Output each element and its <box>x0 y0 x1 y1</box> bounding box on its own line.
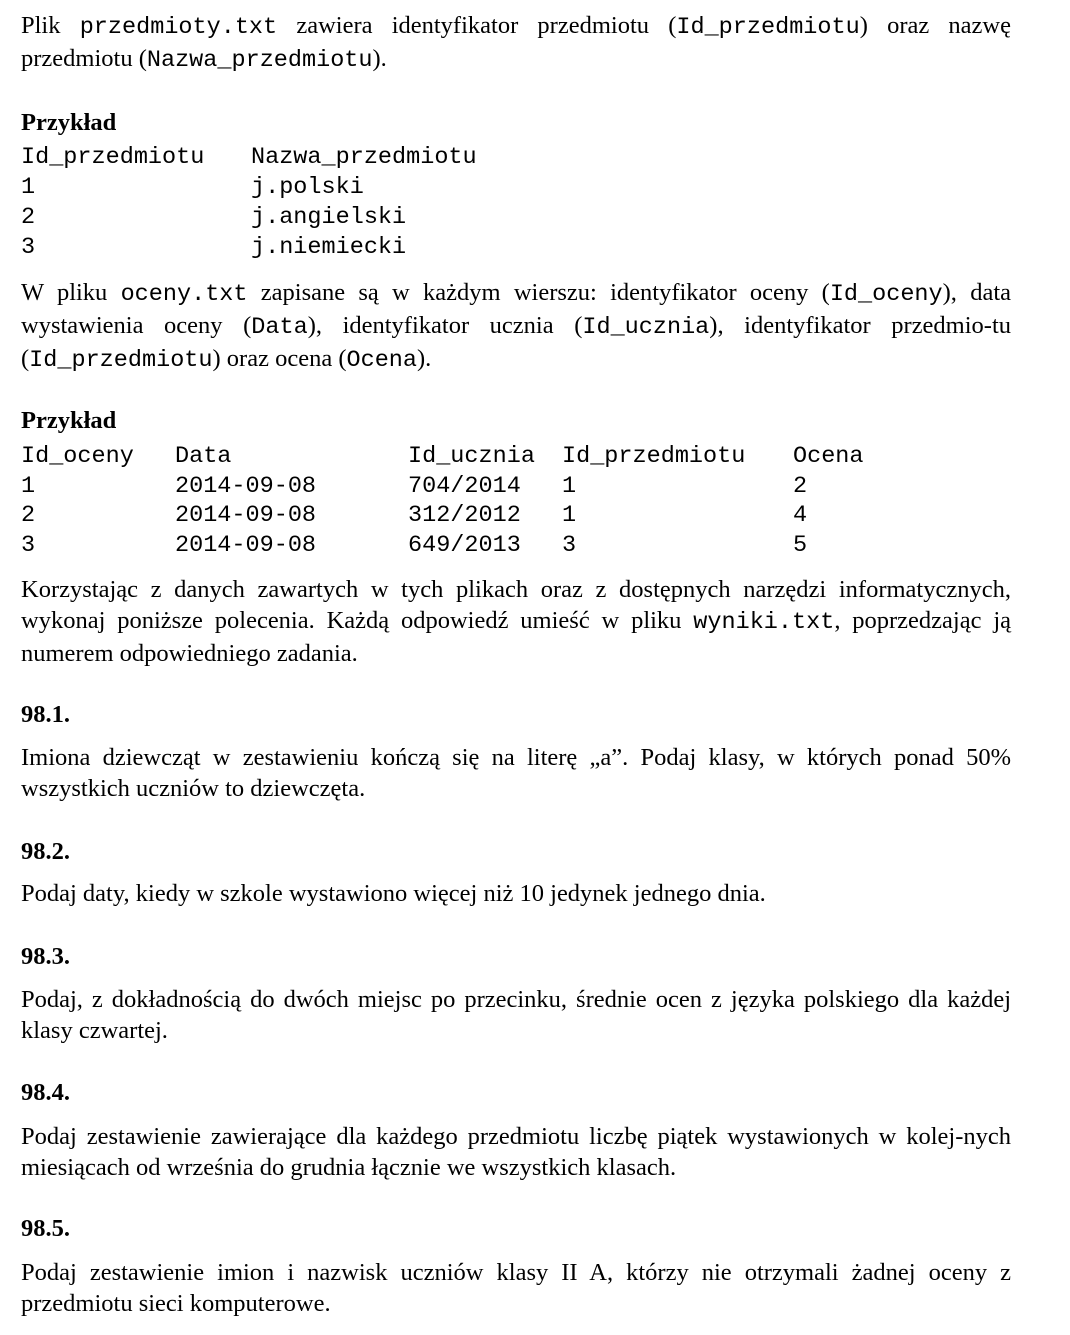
table-cell: 3 <box>562 532 577 559</box>
table-cell: 4 <box>793 502 808 529</box>
table-cell: 2 <box>21 204 36 231</box>
field-id-ucznia: Id_ucznia <box>582 314 710 341</box>
filename-przedmioty: przedmioty.txt <box>79 14 278 41</box>
table-cell: 704/2014 <box>408 473 521 500</box>
field-data: Data <box>251 314 308 341</box>
task-number: 98.5. <box>21 1215 70 1242</box>
table-cell: 3 <box>21 234 36 261</box>
intro1-text-3: ). <box>372 45 387 72</box>
example2-heading: Przykład <box>21 407 117 434</box>
instructions-text-0: Korzystając z danych zawartych w tych plikach oraz z dostępnych narzędzi informatycznych, wykonaj poniższe polecenia. Każdą odpowiedź umieść w pliku <box>21 576 1011 634</box>
intro-przedmioty-paragraph <box>21 10 1011 76</box>
intro1-text-0: Plik <box>21 12 80 39</box>
instructions-text-1: , poprzedzając ją numerem odpowiedniego zadania. <box>21 607 1011 667</box>
intro1-text-2: ) oraz nazwę przedmiotu ( <box>21 12 1011 72</box>
example2-header-cell: Id_oceny <box>21 443 134 470</box>
table-row <box>21 203 407 233</box>
field-id-przedmiotu: Id_przedmiotu <box>29 347 213 374</box>
example2-header-cell: Id_przedmiotu <box>562 443 746 470</box>
table-cell: 5 <box>793 532 808 559</box>
table-cell: j.polski <box>251 174 364 201</box>
example2-header-cell: Id_ucznia <box>408 443 535 470</box>
table-cell: 649/2013 <box>408 532 521 559</box>
example2-header-cell: Data <box>175 443 232 470</box>
table-cell: 2014-09-08 <box>175 532 317 559</box>
intro1-text-1: zawiera identyfikator przedmiotu ( <box>277 12 677 39</box>
task-text: Podaj zestawienie zawierające dla każdego przedmiotu liczbę piątek wystawionych w kolej-nych miesiącach od września do grudnia łącznie we wszystkich klasach. <box>21 1123 1011 1181</box>
intro2-text-0: W pliku <box>21 279 121 306</box>
task-text: Imiona dziewcząt w zestawieniu kończą się na literę „a”. Podaj klasy, w których ponad 50% wszystkich uczniów to dziewczęta. <box>21 744 1011 802</box>
intro-oceny-paragraph <box>21 277 1011 376</box>
field-ocena: Ocena <box>346 347 418 374</box>
instructions-paragraph <box>21 574 1011 669</box>
intro2-text-5: ) oraz ocena ( <box>212 345 347 372</box>
intro2-text-1: zapisane są w każdym wierszu: identyfikator oceny ( <box>247 279 830 306</box>
intro2-text-6: ). <box>417 345 432 372</box>
table-cell: 3 <box>21 532 36 559</box>
task-text: Podaj zestawienie imion i nazwisk uczniów klasy II A, którzy nie otrzymali żadnej oceny z przedmiotu sieci komputerowe. <box>21 1259 1011 1317</box>
intro2-text-2: ), data wystawienia oceny ( <box>21 279 1011 339</box>
example1-header-cell: Id_przedmiotu <box>21 144 205 171</box>
field-nazwa-przedmiotu: Nazwa_przedmiotu <box>146 47 373 74</box>
task-number: 98.4. <box>21 1079 70 1106</box>
filename-wyniki: wyniki.txt <box>693 609 835 636</box>
table-cell: 1 <box>562 473 577 500</box>
table-cell: 1 <box>21 174 36 201</box>
table-row <box>21 472 808 502</box>
table-cell: j.angielski <box>251 204 407 231</box>
task-number: 98.3. <box>21 943 70 970</box>
intro2-text-4: ), identyfikator przedmio-tu ( <box>21 312 1011 372</box>
table-cell: 2014-09-08 <box>175 473 317 500</box>
table-cell: 312/2012 <box>408 502 521 529</box>
table-row <box>21 531 808 561</box>
table-row <box>21 233 407 263</box>
table-cell: 1 <box>562 502 577 529</box>
table-cell: 2 <box>21 502 36 529</box>
task-text: Podaj daty, kiedy w szkole wystawiono więcej niż 10 jedynek jednego dnia. <box>21 880 766 907</box>
example1-heading: Przykład <box>21 109 117 136</box>
table-cell: 2 <box>793 473 808 500</box>
task-number: 98.2. <box>21 838 70 865</box>
table-cell: j.niemiecki <box>251 234 407 261</box>
field-id-przedmiotu: Id_przedmiotu <box>676 14 860 41</box>
example2-header-row <box>21 442 864 472</box>
table-row <box>21 173 364 203</box>
table-cell: 1 <box>21 473 36 500</box>
task-text: Podaj, z dokładnością do dwóch miejsc po przecinku, średnie ocen z języka polskiego dla każdej klasy czwartej. <box>21 986 1011 1044</box>
intro2-text-3: ), identyfikator ucznia ( <box>307 312 583 339</box>
example1-header-cell: Nazwa_przedmiotu <box>251 144 477 171</box>
table-row <box>21 501 808 531</box>
example1-header-row <box>21 143 477 173</box>
example2-header-cell: Ocena <box>793 443 864 470</box>
table-cell: 2014-09-08 <box>175 502 317 529</box>
filename-oceny: oceny.txt <box>120 281 248 308</box>
task-number: 98.1. <box>21 701 70 728</box>
field-id-oceny: Id_oceny <box>829 281 943 308</box>
